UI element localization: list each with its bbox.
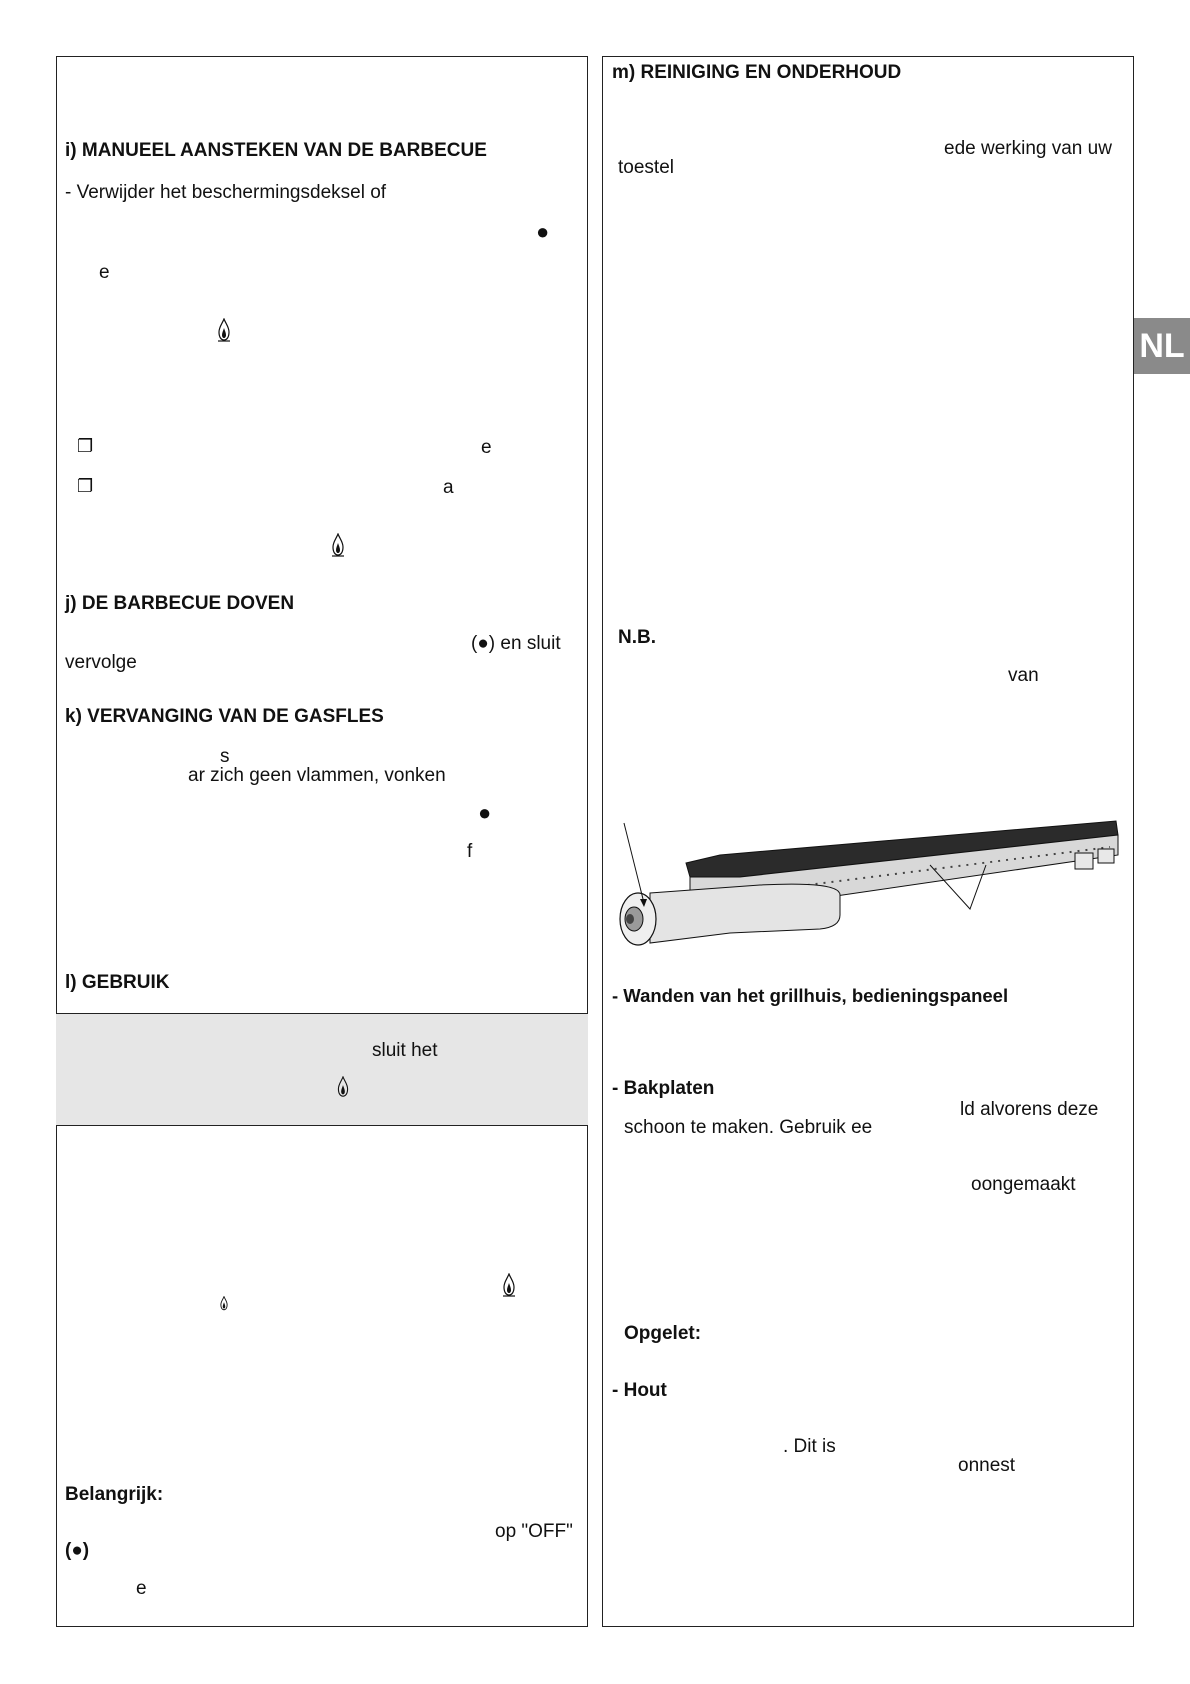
fragment-a: a (443, 477, 454, 498)
shaded-line1: sluit het (372, 1040, 438, 1061)
section-i-heading: i) MANUEEL AANSTEKEN VAN DE BARBECUE (65, 140, 487, 161)
flame-icon (217, 318, 231, 342)
left-column (56, 56, 588, 1627)
flame-icon (336, 1076, 350, 1098)
walls-heading: - Wanden van het grillhuis, bedieningspaneel (612, 985, 1009, 1006)
opgelet-label: Opgelet: (624, 1323, 702, 1344)
language-tab-label: NL (1139, 326, 1185, 365)
belangrijk-line1: op "OFF" (495, 1521, 573, 1542)
nb-label: N.B. (618, 627, 656, 648)
bakplaten-line1: ld alvorens deze (960, 1099, 1099, 1120)
hout-line2: onnest (958, 1455, 1016, 1476)
hout-heading: - Hout (612, 1380, 667, 1401)
section-m-line2: toestel (618, 157, 674, 178)
checkbox-1: ❐ (77, 436, 94, 456)
section-j-line1: (●) en sluit (471, 633, 561, 654)
flame-icon (331, 533, 345, 557)
fragment-e1: e (99, 262, 110, 283)
section-k-line1: ar zich geen vlammen, vonken (188, 765, 446, 786)
shaded-note-box (56, 1013, 588, 1126)
checkbox-2: ❐ (77, 476, 94, 496)
hout-line1: . Dit is (783, 1436, 836, 1457)
fragment-e2: e (481, 437, 492, 458)
belangrijk-fragment-e: e (136, 1578, 147, 1599)
flame-icon (219, 1296, 229, 1311)
section-j-heading: j) DE BARBECUE DOVEN (65, 593, 295, 614)
section-j-line2: vervolge (65, 652, 137, 673)
belangrijk-line2: (●) (65, 1540, 90, 1561)
section-k-fragment-s: s (220, 746, 230, 767)
flame-icon (502, 1273, 516, 1297)
section-k-heading: k) VERVANGING VAN DE GASFLES (65, 706, 384, 727)
bullet-dot-2: ● (478, 800, 492, 825)
bakplaten-line3: oongemaakt (971, 1174, 1076, 1195)
section-m-line1: ede werking van uw (944, 138, 1112, 159)
bullet-dot-1: ● (536, 219, 550, 244)
belangrijk-label: Belangrijk: (65, 1484, 164, 1505)
bakplaten-line2: schoon te maken. Gebruik ee (624, 1117, 873, 1138)
section-i-line1: - Verwijder het beschermingsdeksel of (65, 182, 387, 203)
section-m-heading: m) REINIGING EN ONDERHOUD (612, 62, 902, 83)
bakplaten-heading: - Bakplaten (612, 1078, 715, 1099)
section-k-fragment-f: f (467, 841, 473, 862)
nb-fragment-van: van (1008, 665, 1039, 686)
section-l-heading: l) GEBRUIK (65, 972, 170, 993)
language-tab-nl (1134, 318, 1190, 374)
burner-illustration (610, 815, 1130, 965)
